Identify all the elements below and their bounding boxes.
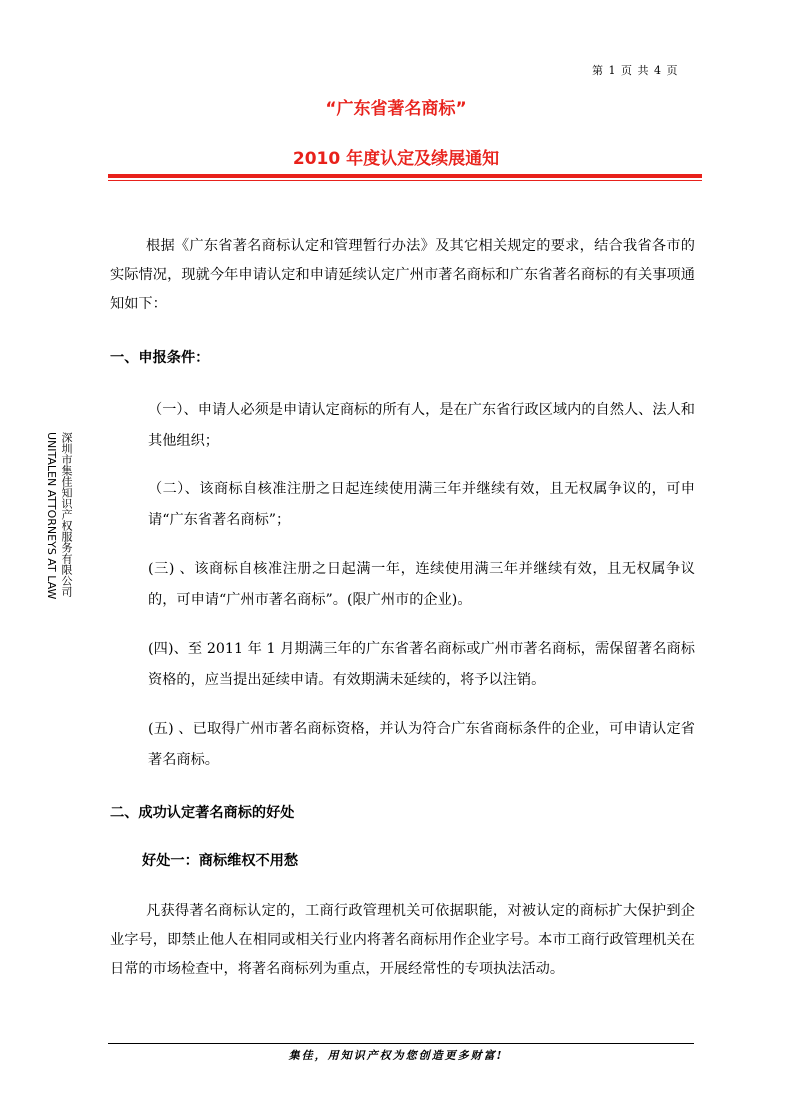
condition-item: (四)、至 2011 年 1 月期满三年的广东省著名商标或广州市著名商标，需保留著名商标资格的，应当提出延续申请。有效期满未延续的，将予以注销。	[148, 641, 695, 688]
company-sidebar	[40, 432, 74, 622]
intro-paragraph: 根据《广东省著名商标认定和管理暂行办法》及其它相关规定的要求，结合我省各市的实际情况，现就今年申请认定和申请延续认定广州市著名商标和广东省著名商标的有关事项通知如下：	[110, 238, 695, 312]
section-heading-conditions: 一、申报条件：	[110, 350, 210, 366]
document-subtitle: 2010 年度认定及续展通知	[292, 149, 500, 169]
condition-item: (五) 、已取得广州市著名商标资格，并认为符合广东省商标条件的企业，可申请认定省著名商标。	[148, 721, 695, 768]
footer-slogan: 集佳，用知识产权为您创造更多财富!	[288, 1049, 504, 1062]
company-name-cn: 深圳市集佳知识产权服务有限公司	[60, 432, 73, 597]
footer-divider	[108, 1043, 694, 1044]
benefit-subheading: 好处一：商标维权不用愁	[142, 853, 299, 869]
title-divider-thin	[108, 180, 702, 181]
title-divider	[108, 174, 702, 178]
company-name-en: UNITALEN ATTORNEYS AT LAW	[45, 432, 58, 600]
document-title: “广东省著名商标”	[325, 99, 467, 119]
condition-item: (三) 、该商标自核准注册之日起满一年，连续使用满三年并继续有效，且无权属争议的，可申请“广州市著名商标”。(限广州市的企业)。	[148, 561, 695, 608]
page-number: 第 1 页 共 4 页	[592, 64, 679, 77]
benefit-paragraph: 凡获得著名商标认定的，工商行政管理机关可依据职能，对被认定的商标扩大保护到企业字号，即禁止他人在相同或相关行业内将著名商标用作企业字号。本市工商行政管理机关在日常的市场检查中，将著名商标列为重点，开展经常性的专项执法活动。	[110, 903, 695, 977]
condition-item: （二）、该商标自核准注册之日起连续使用满三年并继续有效，且无权属争议的，可申请“广东省著名商标”；	[148, 481, 695, 528]
condition-item: （一）、申请人必须是申请认定商标的所有人，是在广东省行政区域内的自然人、法人和其他组织；	[148, 402, 695, 449]
section-heading-benefits: 二、成功认定著名商标的好处	[110, 805, 295, 821]
